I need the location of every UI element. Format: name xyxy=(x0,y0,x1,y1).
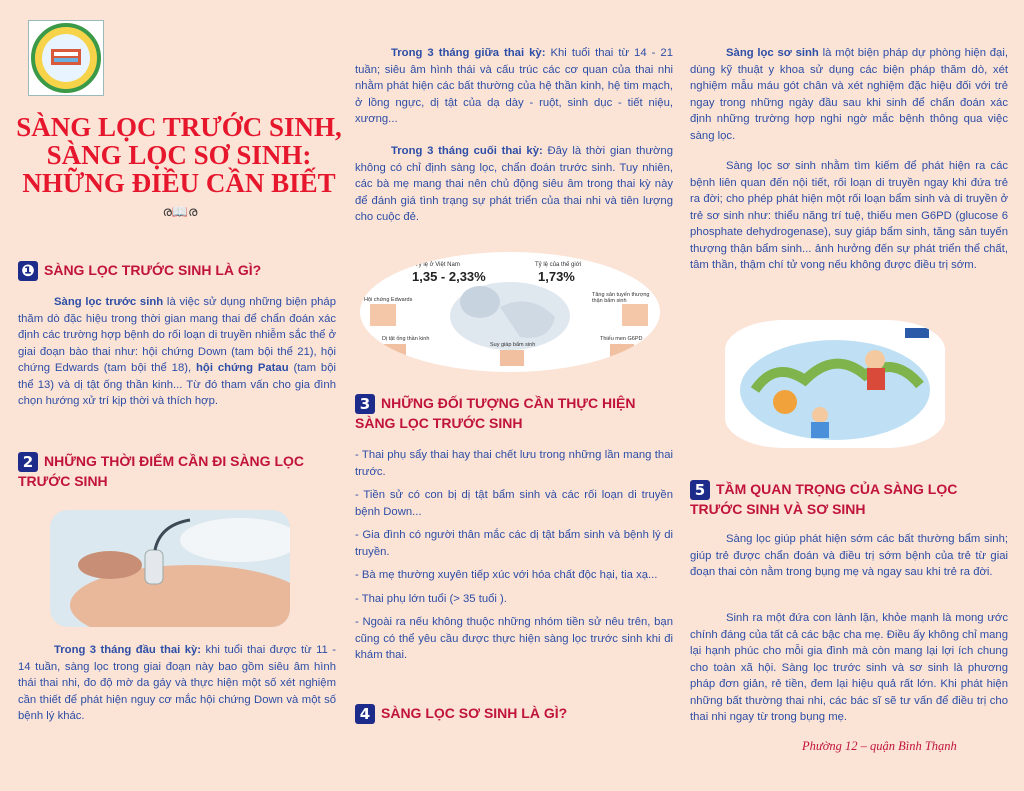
title-line-1: SÀNG LỌC TRƯỚC SINH, xyxy=(16,112,342,142)
signature: Phường 12 – quận Bình Thạnh xyxy=(802,739,957,753)
number-3-icon: 3 xyxy=(355,394,375,414)
section-2-title: NHỮNG THỜI ĐIỂM CẦN ĐI SÀNG LỌC TRƯỚC SINH xyxy=(18,453,304,490)
trimester-2-label: Trong 3 tháng giữa thai kỳ: xyxy=(391,47,546,59)
trimester-1-label: Trong 3 tháng đầu thai kỳ: xyxy=(54,644,202,656)
section-3-heading xyxy=(355,394,673,433)
list-item: - Gia đình có người thân mắc các dị tật bẩm sinh và bệnh lý di truyền. xyxy=(355,529,673,558)
section-2-heading xyxy=(18,452,342,491)
importance-paragraph-1: Sàng lọc giúp phát hiện sớm các bất thường bẩm sinh; giúp trẻ được chẩn đoán và điều trị sớm bệnh của trẻ từ giai đoạn thai còn nằm trong bụng mẹ và ngay sau khi trẻ ra đời. xyxy=(690,533,1008,578)
section-3-title: NHỮNG ĐỐI TƯỢNG CẦN THỰC HIỆN SÀNG LỌC TRƯỚC SINH xyxy=(355,395,636,432)
vn-rate-label: Tỷ lệ ở Việt Nam xyxy=(415,262,460,268)
condition-g6pd: Thiếu men G6PD xyxy=(600,336,643,342)
world-rate-value: 1,73% xyxy=(538,269,575,284)
ornament-divider: ര📖ര xyxy=(162,205,198,220)
condition-ntd: Dị tật ống thần kinh xyxy=(382,336,430,342)
section-5-heading xyxy=(690,480,1008,519)
list-item: - Thai phụ lớn tuổi (> 35 tuổi ). xyxy=(355,592,507,605)
target-group-list xyxy=(355,447,673,664)
world-rate-label: Tỷ lệ của thế giới xyxy=(535,262,581,268)
vn-rate-value: 1,35 - 2,33% xyxy=(412,269,486,284)
importance-paragraph-2: Sinh ra một đứa con lành lặn, khỏe mạnh là mong ước chính đáng của tất cả các bậc cha mẹ. Điều ấy không chỉ mang lại hạnh phúc cho mỗi gia đình mà còn mang lại lợi ích chung cho toàn xã hội. Sàng lọc trước sinh và sơ sinh là phương pháp đơn giản, rẻ tiền, đem lại hiệu quả rất lớn. Khi phát hiện những bất thường thai nhi, các bác sĩ sẽ tư vấn để điều trị cho thai nhi ngay từ trong bụng mẹ. xyxy=(690,612,1008,723)
trimester-3-paragraph xyxy=(355,143,673,226)
number-5-icon: 5 xyxy=(690,480,710,500)
title-line-3: NHỮNG ĐIỀU CẦN BIẾT xyxy=(22,168,336,198)
section-1-paragraph xyxy=(18,294,336,410)
paragraph-text: là một biện pháp dự phòng hiện đại, dùng kỹ thuật y khoa sử dụng các biện pháp thăm dò, xét nghiệm mẫu máu gót chân và xét nghiệm đặc hiệu đối với trẻ ngay trong những ngày đầu sau khi sinh để chẩn đoán xác định những trường hợp nghi ngờ mắc bệnh thông qua việc sàng lọc. xyxy=(690,47,1008,142)
number-2-icon: 2 xyxy=(18,452,38,472)
logo-emblem-icon xyxy=(29,21,103,95)
section-4-heading xyxy=(355,704,673,724)
trimester-1-paragraph xyxy=(18,642,336,725)
children-illustration xyxy=(725,320,945,448)
newborn-definition-paragraph xyxy=(690,45,1008,144)
trimester-2-paragraph xyxy=(355,45,673,128)
section-5-title: TẦM QUAN TRỌNG CỦA SÀNG LỌC TRƯỚC SINH VÀ SƠ SINH xyxy=(690,481,958,518)
list-item: - Ngoài ra nếu không thuộc những nhóm tiền sử nêu trên, bạn cũng có thể yêu cầu được thực hiện sàng lọc trước sinh khi đi khám thai. xyxy=(355,616,673,661)
section-4-title: SÀNG LỌC SƠ SINH LÀ GÌ? xyxy=(381,705,568,721)
term-newborn-screening: Sàng lọc sơ sinh xyxy=(726,47,819,59)
ultrasound-photo xyxy=(50,510,290,627)
section-1-heading xyxy=(18,261,338,281)
fetus-illustration-icon xyxy=(360,252,660,372)
term-prenatal-screening: Sàng lọc trước sinh xyxy=(54,296,164,308)
term-patau: hội chứng Patau xyxy=(196,362,289,374)
list-item: - Bà mẹ thường xuyên tiếp xúc với hóa chất độc hại, tia xạ... xyxy=(355,569,658,581)
list-item: - Thai phụ sẩy thai hay thai chết lưu trong những lần mang thai trước. xyxy=(355,449,673,478)
number-4-icon: 4 xyxy=(355,704,375,724)
title-line-2: SÀNG LỌC SƠ SINH: xyxy=(46,140,312,170)
ultrasound-illustration-icon xyxy=(50,510,290,627)
condition-edwards: Hội chứng Edwards xyxy=(364,297,413,303)
list-item: - Tiền sử có con bị dị tật bẩm sinh và các rối loạn di truyền bệnh Down... xyxy=(355,489,673,518)
paragraph-text: là việc sử dụng những biện pháp thăm dò đặc hiệu trong thời gian mang thai để chẩn đoán xác định các trường hợp bệnh do rối loạn di truyền nhiễm sắc thể ở giai đoạn bào thai như: hội chứng Down (tam bội thể 21), hội chứng Edwards (tam bội thể 18), xyxy=(18,296,336,374)
logo xyxy=(28,20,104,96)
number-1-icon: ❶ xyxy=(18,261,38,281)
newborn-purpose-paragraph: Sàng lọc sơ sinh nhằm tìm kiếm để phát hiện ra các bệnh liên quan đến nội tiết, rối loạn di truyền ngay khi đứa trẻ ra đời; cho phép phát hiện một rối loạn bẩm sinh và di truyền ở trẻ sơ sinh như: thiểu năng trí tuệ, thiếu men G6PD (glucose 6 phosphate dehydrogenase), suy giáp bẩm sinh, tăng sản tuyến thượng thận bẩm sinh... ảnh hưởng đến sự phát triển thể chất, tâm thần, thậm chí tử vong nếu không được điều trị sớm. xyxy=(690,160,1008,271)
section-1-title: SÀNG LỌC TRƯỚC SINH LÀ GÌ? xyxy=(44,262,262,278)
paragraph-text: Khi tuổi thai từ 14 - 21 tuần; siêu âm hình thái và cấu trúc các cơ quan của thai nhi nhằm phát hiện các bất thường của hệ thần kinh, hệ tim mạch, ở lồng ngực, dị tật của dạ dày - ruột, sinh dục - tiết niệu, xương... xyxy=(355,47,673,125)
page-title xyxy=(10,113,348,197)
condition-hypothyroid: Suy giáp bẩm sinh xyxy=(490,342,536,348)
condition-cah: Tăng sản tuyến thượng thận bẩm sinh xyxy=(592,292,650,304)
paragraph-text: (tam bội thể 13) và dị tật ống thần kinh... Từ đó tham vấn cho gia đình chọn hướng xử trí kịp thời và thích hợp. xyxy=(18,362,336,407)
infographic xyxy=(360,252,660,372)
playing-children-icon xyxy=(725,320,945,448)
paragraph-text: khi tuổi thai được từ 11 - 14 tuần, sàng lọc trong giai đoạn này bao gồm siêu âm hình thái thai nhi, đo độ mờ da gáy và thực hiện một số xét nghiệm cần thiết để phát hiện nguy cơ mắc hội chứng Down và một số bệnh lý khác. xyxy=(18,644,337,722)
trimester-3-label: Trong 3 tháng cuối thai kỳ: xyxy=(391,145,543,157)
paragraph-text: Đây là thời gian thường không có chỉ định sàng lọc, chẩn đoán trước sinh. Tuy nhiên, các bà mẹ mang thai nên chủ động siêu âm trong thai kỳ này để đánh giá tình trạng sự phát triển của thai nhi và tiên lượng cho cuộc đẻ. xyxy=(355,145,673,223)
